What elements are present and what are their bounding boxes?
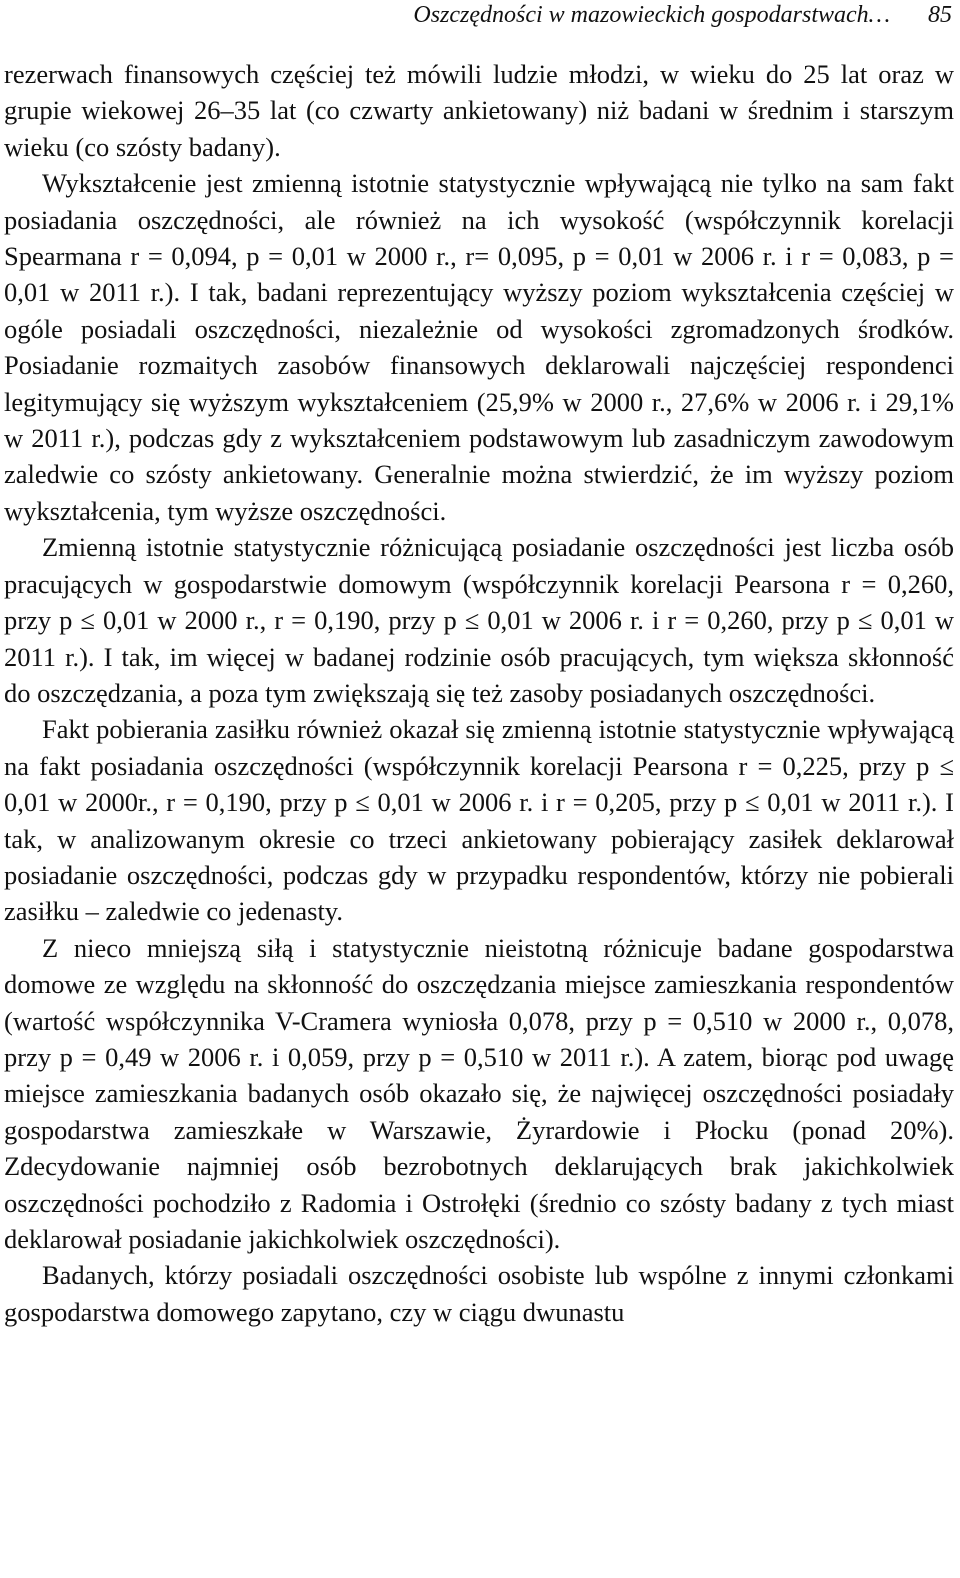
paragraph-benefits: Fakt pobierania zasiłku również okazał się zmienną istotnie statystycznie wpływającą na fakt posiadania oszczędności (współczynnik korelacji Pearsona r = 0,225, przy p ≤ 0,01 w 2000r., r = 0,190, przy p ≤ 0,01 w 2006 r. i r = 0,205, przy p ≤ 0,01 w 2011 r.). I tak, w analizowanym okresie co trzeci ankietowany pobierający zasiłek deklarował posiadanie oszczędności, podczas gdy w przypadku respondentów, którzy nie pobierali zasiłku – zaledwie co jedenasty. (4, 714, 954, 927)
page-number: 85 (928, 2, 952, 28)
page-header (0, 0, 960, 30)
body-text (4, 56, 954, 1330)
paragraph-age-continuation: rezerwach finansowych częściej też mówili ludzie młodzi, w wieku do 25 lat oraz w grupie wiekowej 26–35 lat (co czwarty ankietowany) niż badani w średnim i starszym wieku (co szósty badany). (4, 59, 954, 162)
running-title: Oszczędności w mazowieckich gospodarstwach… (413, 2, 890, 28)
paragraph-education: Wykształcenie jest zmienną istotnie statystycznie wpływającą nie tylko na sam fakt posiadania oszczędności, ale również na ich wysokość (współczynnik korelacji Spearmana r = 0,094, p = 0,01 w 2000 r., r= 0,095, p = 0,01 w 2006 r. i r = 0,083, p = 0,01 w 2011 r.). I tak, badani reprezentujący wyższy poziom wykształcenia częściej w ogóle posiadali oszczędności, niezależnie od wysokości zgromadzonych środków. Posiadanie rozmaitych zasobów finansowych deklarowali najczęściej respondenci legitymujący się wyższym wykształceniem (25,9% w 2000 r., 27,6% w 2006 r. i 29,1% w 2011 r.), podczas gdy z wykształceniem podstawowym lub zasadniczym zawodowym zaledwie co szósty ankietowany. Generalnie można stwierdzić, że im wyższy poziom wykształcenia, tym wyższe oszczędności. (4, 168, 954, 526)
paragraph-savings-question: Badanych, którzy posiadali oszczędności osobiste lub wspólne z innymi członkami gospodarstwa domowego zapytano, czy w ciągu dwunastu (4, 1260, 954, 1327)
paragraph-place-of-residence: Z nieco mniejszą siłą i statystycznie nieistotną różnicuje badane gospodarstwa domowe ze względu na skłonność do oszczędzania miejsce zamieszkania respondentów (wartość współczynnika V-Cramera wyniosła 0,078, przy p = 0,510 w 2000 r., 0,078, przy p = 0,49 w 2006 r. i 0,059, przy p = 0,510 w 2011 r.). A zatem, biorąc pod uwagę miejsce zamieszkania badanych osób okazało się, że najwięcej oszczędności posiadały gospodarstwa zamieszkałe w Warszawie, Żyrardowie i Płocku (ponad 20%). Zdecydowanie najmniej osób bezrobotnych deklarujących brak jakichkolwiek oszczędności pochodziło z Radomia i Ostrołęki (średnio co szósty badany z tych miast deklarował posiadanie jakichkolwiek oszczędności). (4, 932, 954, 1254)
paragraph-working-persons: Zmienną istotnie statystycznie różnicującą posiadanie oszczędności jest liczba osób pracujących w gospodarstwie domowym (współczynnik korelacji Pearsona r = 0,260, przy p ≤ 0,01 w 2000 r., r = 0,190, przy p ≤ 0,01 w 2006 r. i r = 0,260, przy p ≤ 0,01 w 2011 r.). I tak, im więcej w badanej rodzinie osób pracujących, tym większa skłonność do oszczędzania, a poza tym zwiększają się też zasoby posiadanych oszczędności. (4, 532, 954, 708)
